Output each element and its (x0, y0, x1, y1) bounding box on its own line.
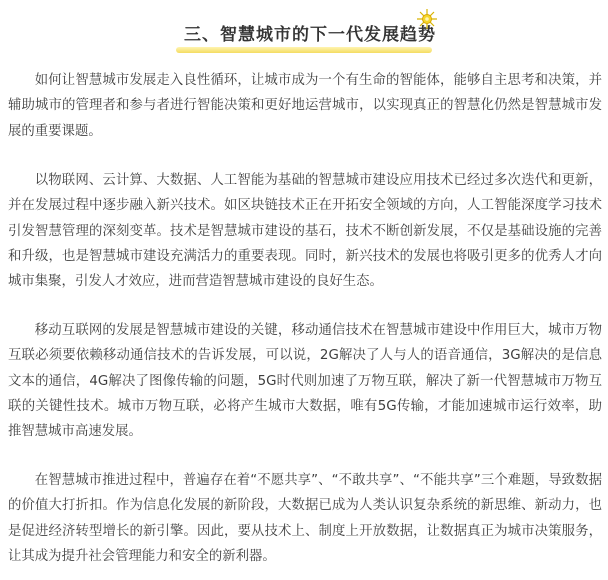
paragraph-4: 在智慧城市推进过程中，普遍存在着“不愿共享”、“不敢共享”、“不能共享”三个难题，导致数据的价值大打折扣。作为信息化发展的新阶段，大数据已成为人类认识复杂系统的新思维、新动力，也是促进经济转型增长的新引擎。因此，要从技术上、制度上开放数据，让数据真正为城市决策服务，让其成为提升社会管理能力和安全的新利器。 (8, 473, 602, 564)
section-heading (0, 14, 608, 58)
paragraph-1: 如何让智慧城市发展走入良性循环，让城市成为一个有生命的智能体，能够自主思考和决策，并辅助城市的管理者和参与者进行智能决策和更好地运营城市，以实现真正的智慧化仍然是智慧城市发展的重要课题。 (8, 73, 602, 139)
paragraph-3: 移动互联网的发展是智慧城市建设的关键，移动通信技术在智慧城市建设中作用巨大，城市万物互联必须要依赖移动通信技术的告诉发展，可以说，2G解决了人与人的语音通信，3G解决的是信息文本的通信，4G解决了图像传输的问题，5G时代则加速了万物互联，解决了新一代智慧城市万物互联的关键性技术。城市万物互联，必将产生城市大数据，唯有5G传输，才能加速城市运行效率，助推智慧城市高速发展。 (8, 323, 602, 440)
paragraph-2: 以物联网、云计算、大数据、人工智能为基础的智慧城市建设应用技术已经过多次迭代和更新，并在发展过程中逐步融入新兴技术。如区块链技术正在开拓安全领域的方向，人工智能深度学习技术引发智慧管理的深刻变革。技术是智慧城市建设的基石，技术不断创新发展，不仅是基础设施的完善和升级，也是智慧城市建设充满活力的重要表现。同时，新兴技术的发展也将吸引更多的优秀人才向城市集聚，引发人才效应，进而营造智慧城市建设的良好生态。 (8, 173, 602, 290)
heading-highlight-underline (176, 47, 432, 53)
section-title: 三、智慧城市的下一代发展趋势 (184, 25, 436, 45)
sparkle-star-icon (416, 8, 438, 30)
